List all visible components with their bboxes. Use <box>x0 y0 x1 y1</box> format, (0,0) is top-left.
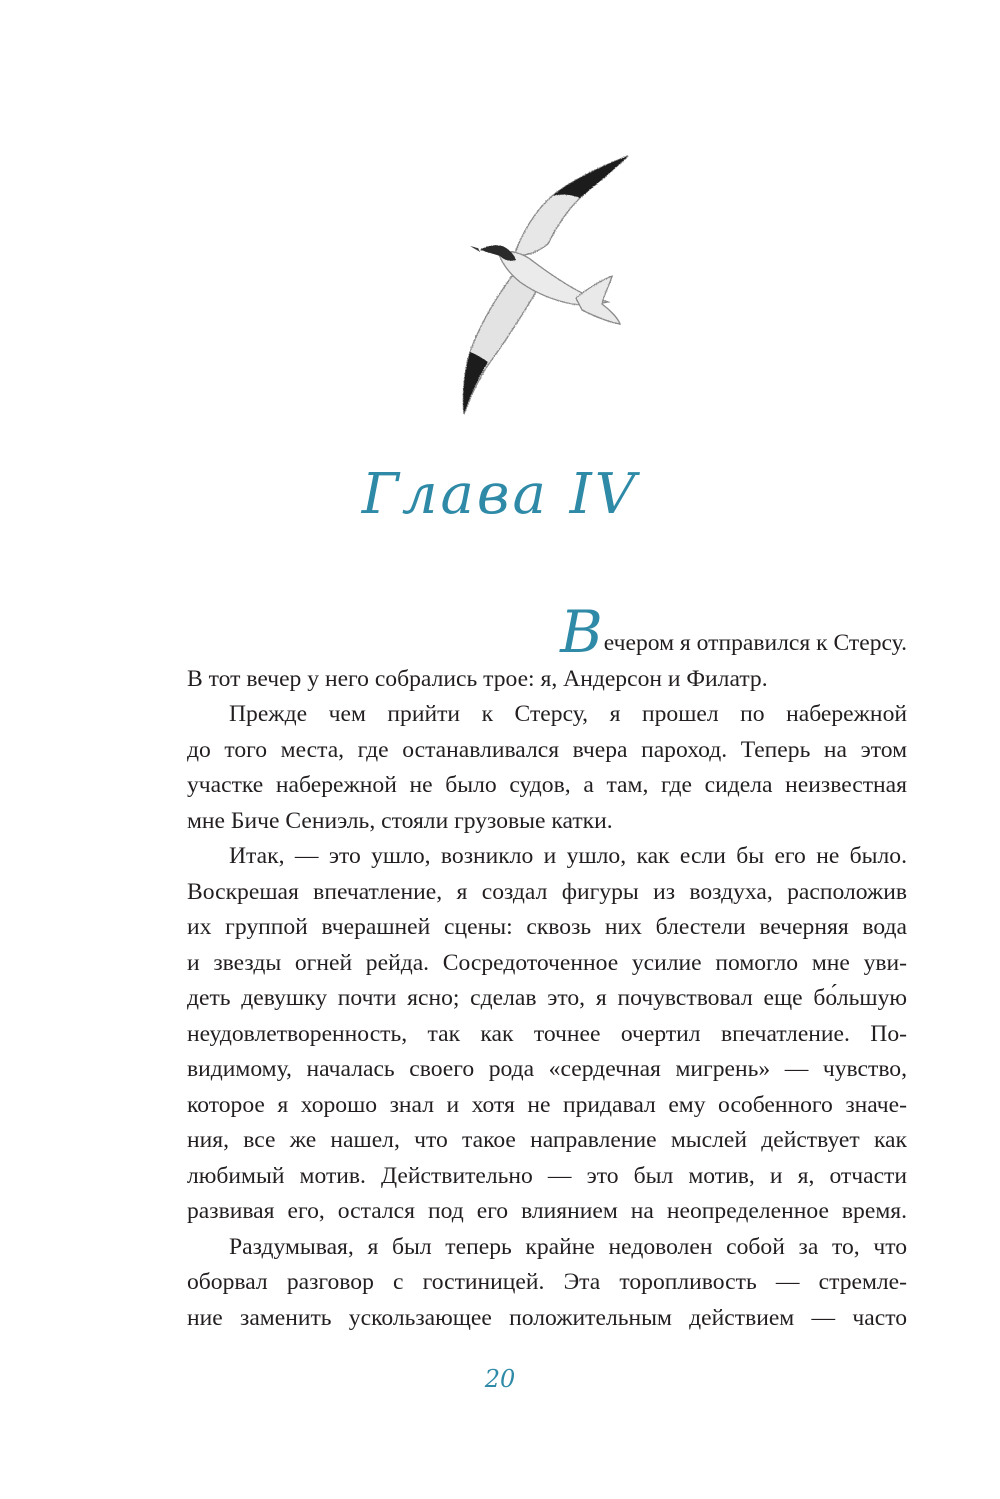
albatross-icon <box>452 152 642 420</box>
text-line: ние заменить ускользающее положительным действием — часто <box>187 1304 907 1331</box>
body-text <box>187 598 907 1336</box>
text-line: оборвал разговор с гостиницей. Эта торопливость — стремле- <box>187 1269 907 1295</box>
drop-cap: В <box>560 598 603 666</box>
page-number: 20 <box>484 1365 516 1393</box>
text-line: участке набережной не было судов, а там, где сидела неизвестная <box>187 772 907 798</box>
chapter-title: Глава IV <box>361 462 639 527</box>
text-line: их группой вчерашней сцены: сквозь них блестели вечерняя вода <box>187 914 907 940</box>
text-line: Итак, — это ушло, возникло и ушло, как если бы его не было. <box>229 843 907 869</box>
text-line: В тот вечер у него собрались трое: я, Андерсон и Филатр. <box>187 665 768 692</box>
text-line: Раздумывая, я был теперь крайне недоволен собой за то, что <box>229 1233 907 1260</box>
text-line: которое я хорошо знал и хотя не придавал ему особенного значе- <box>187 1091 907 1118</box>
text-line: неудовлетворенность, так как точнее очертил впечатление. По- <box>187 1020 907 1047</box>
text-line: ния, все же нашел, что такое направление мыслей действует как <box>187 1127 907 1153</box>
text-line: деть девушку почти ясно; сделав это, я почувствовал еще бо́льшую <box>187 985 907 1011</box>
text-line: до того места, где останавливался вчера пароход. Теперь на этом <box>187 736 907 763</box>
text-line: Прежде чем прийти к Стерсу, я прошел по набережной <box>229 701 907 727</box>
text-line: ечером я отправился к Стерсу. <box>603 630 907 656</box>
text-line: и звезды огней рейда. Сосредоточенное усилие помогло мне уви- <box>187 949 907 976</box>
paragraph-first-line <box>187 598 907 666</box>
text-line: мне Биче Сениэль, стояли грузовые катки. <box>187 807 613 834</box>
text-line: видимому, началась своего рода «сердечная мигрень» — чувство, <box>187 1056 907 1082</box>
text-line: Воскрешая впечатление, я создал фигуры из воздуха, расположив <box>187 878 907 905</box>
text-line: развивая его, остался под его влиянием на неопределенное время. <box>187 1198 907 1224</box>
text-line: любимый мотив. Действительно — это был мотив, и я, отчасти <box>187 1162 907 1189</box>
